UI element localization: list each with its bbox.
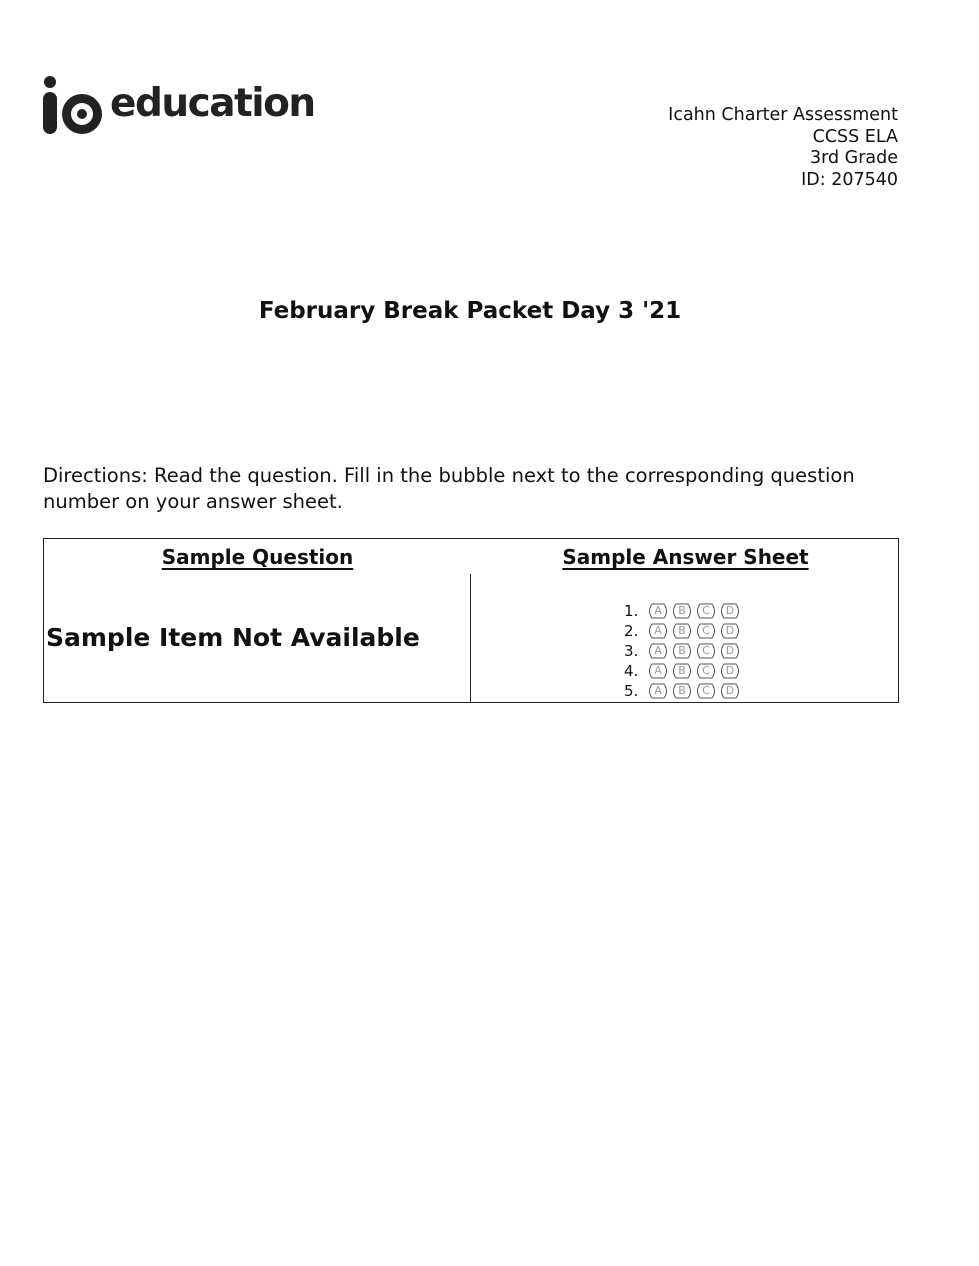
- io-logo-icon: [42, 76, 104, 136]
- answer-bubble-letter: A: [654, 664, 662, 677]
- answer-bubble: [670, 643, 694, 659]
- answer-bubble: [646, 623, 670, 639]
- answer-bubble-letter: C: [702, 624, 710, 637]
- answer-bubble-letter: B: [678, 664, 686, 677]
- answer-bubble-letter: B: [678, 624, 686, 637]
- answer-bubbles: [646, 603, 742, 619]
- answer-row-number: 4.: [624, 662, 639, 680]
- answer-bubble: [718, 643, 742, 659]
- answer-bubble: [670, 663, 694, 679]
- answer-row: [624, 601, 742, 621]
- answer-bubble: [646, 663, 670, 679]
- answer-row-number: 2.: [624, 622, 639, 640]
- answer-bubble-letter: A: [654, 684, 662, 697]
- answer-bubble-letter: C: [702, 604, 710, 617]
- answer-bubble-letter: D: [725, 664, 735, 677]
- answer-bubble: [694, 603, 718, 619]
- answer-bubble: [646, 683, 670, 699]
- answer-row-number: 5.: [624, 682, 639, 700]
- answer-bubbles: [646, 663, 742, 679]
- assessment-info: [668, 105, 898, 191]
- answer-bubble: [694, 663, 718, 679]
- answer-row-number: 1.: [624, 602, 639, 620]
- answer-bubble-letter: D: [725, 604, 735, 617]
- answer-bubble-letter: B: [678, 604, 686, 617]
- answer-bubble-letter: A: [654, 644, 662, 657]
- answer-bubble-letter: A: [654, 604, 662, 617]
- answer-sheet: [624, 601, 742, 701]
- answer-bubbles: [646, 643, 742, 659]
- sample-box: [43, 538, 899, 703]
- answer-bubble: [718, 623, 742, 639]
- sample-question-heading: Sample Question: [161, 545, 354, 569]
- answer-row: [624, 681, 742, 701]
- answer-bubble: [646, 643, 670, 659]
- answer-bubble: [670, 623, 694, 639]
- answer-bubble: [694, 643, 718, 659]
- grade: 3rd Grade: [809, 148, 898, 168]
- sample-answer-heading: Sample Answer Sheet: [562, 545, 809, 569]
- answer-bubble-letter: D: [725, 684, 735, 697]
- answer-bubble-letter: B: [678, 684, 686, 697]
- answer-bubble: [718, 663, 742, 679]
- answer-bubble: [694, 623, 718, 639]
- answer-bubble-letter: A: [654, 624, 662, 637]
- answer-bubbles: [646, 683, 742, 699]
- logo: [42, 76, 315, 136]
- answer-row: [624, 641, 742, 661]
- answer-bubble-letter: C: [702, 664, 710, 677]
- subject: CCSS ELA: [812, 126, 898, 147]
- answer-bubbles: [646, 623, 742, 639]
- column-divider: [470, 574, 471, 703]
- answer-row-number: 3.: [624, 642, 639, 660]
- answer-bubble: [694, 683, 718, 699]
- assessment-id: ID: 207540: [801, 169, 898, 190]
- answer-bubble-letter: B: [678, 644, 686, 657]
- answer-bubble: [718, 603, 742, 619]
- answer-bubble: [718, 683, 742, 699]
- answer-bubble-letter: C: [702, 644, 710, 657]
- logo-wordmark: education: [110, 80, 315, 126]
- page-title: February Break Packet Day 3 '21: [258, 298, 682, 324]
- sample-question-text: Sample Item Not Available: [46, 623, 420, 652]
- answer-row: [624, 621, 742, 641]
- answer-row: [624, 661, 742, 681]
- answer-bubble-letter: C: [702, 684, 710, 697]
- answer-bubble: [670, 603, 694, 619]
- assessment-name: Icahn Charter Assessment: [668, 105, 898, 125]
- answer-bubble-letter: D: [725, 644, 735, 657]
- answer-bubble: [646, 603, 670, 619]
- answer-bubble-letter: D: [725, 624, 735, 637]
- directions: Directions: Read the question. Fill in the bubble next to the corresponding question number on your answer sheet.: [43, 464, 855, 513]
- answer-bubble: [670, 683, 694, 699]
